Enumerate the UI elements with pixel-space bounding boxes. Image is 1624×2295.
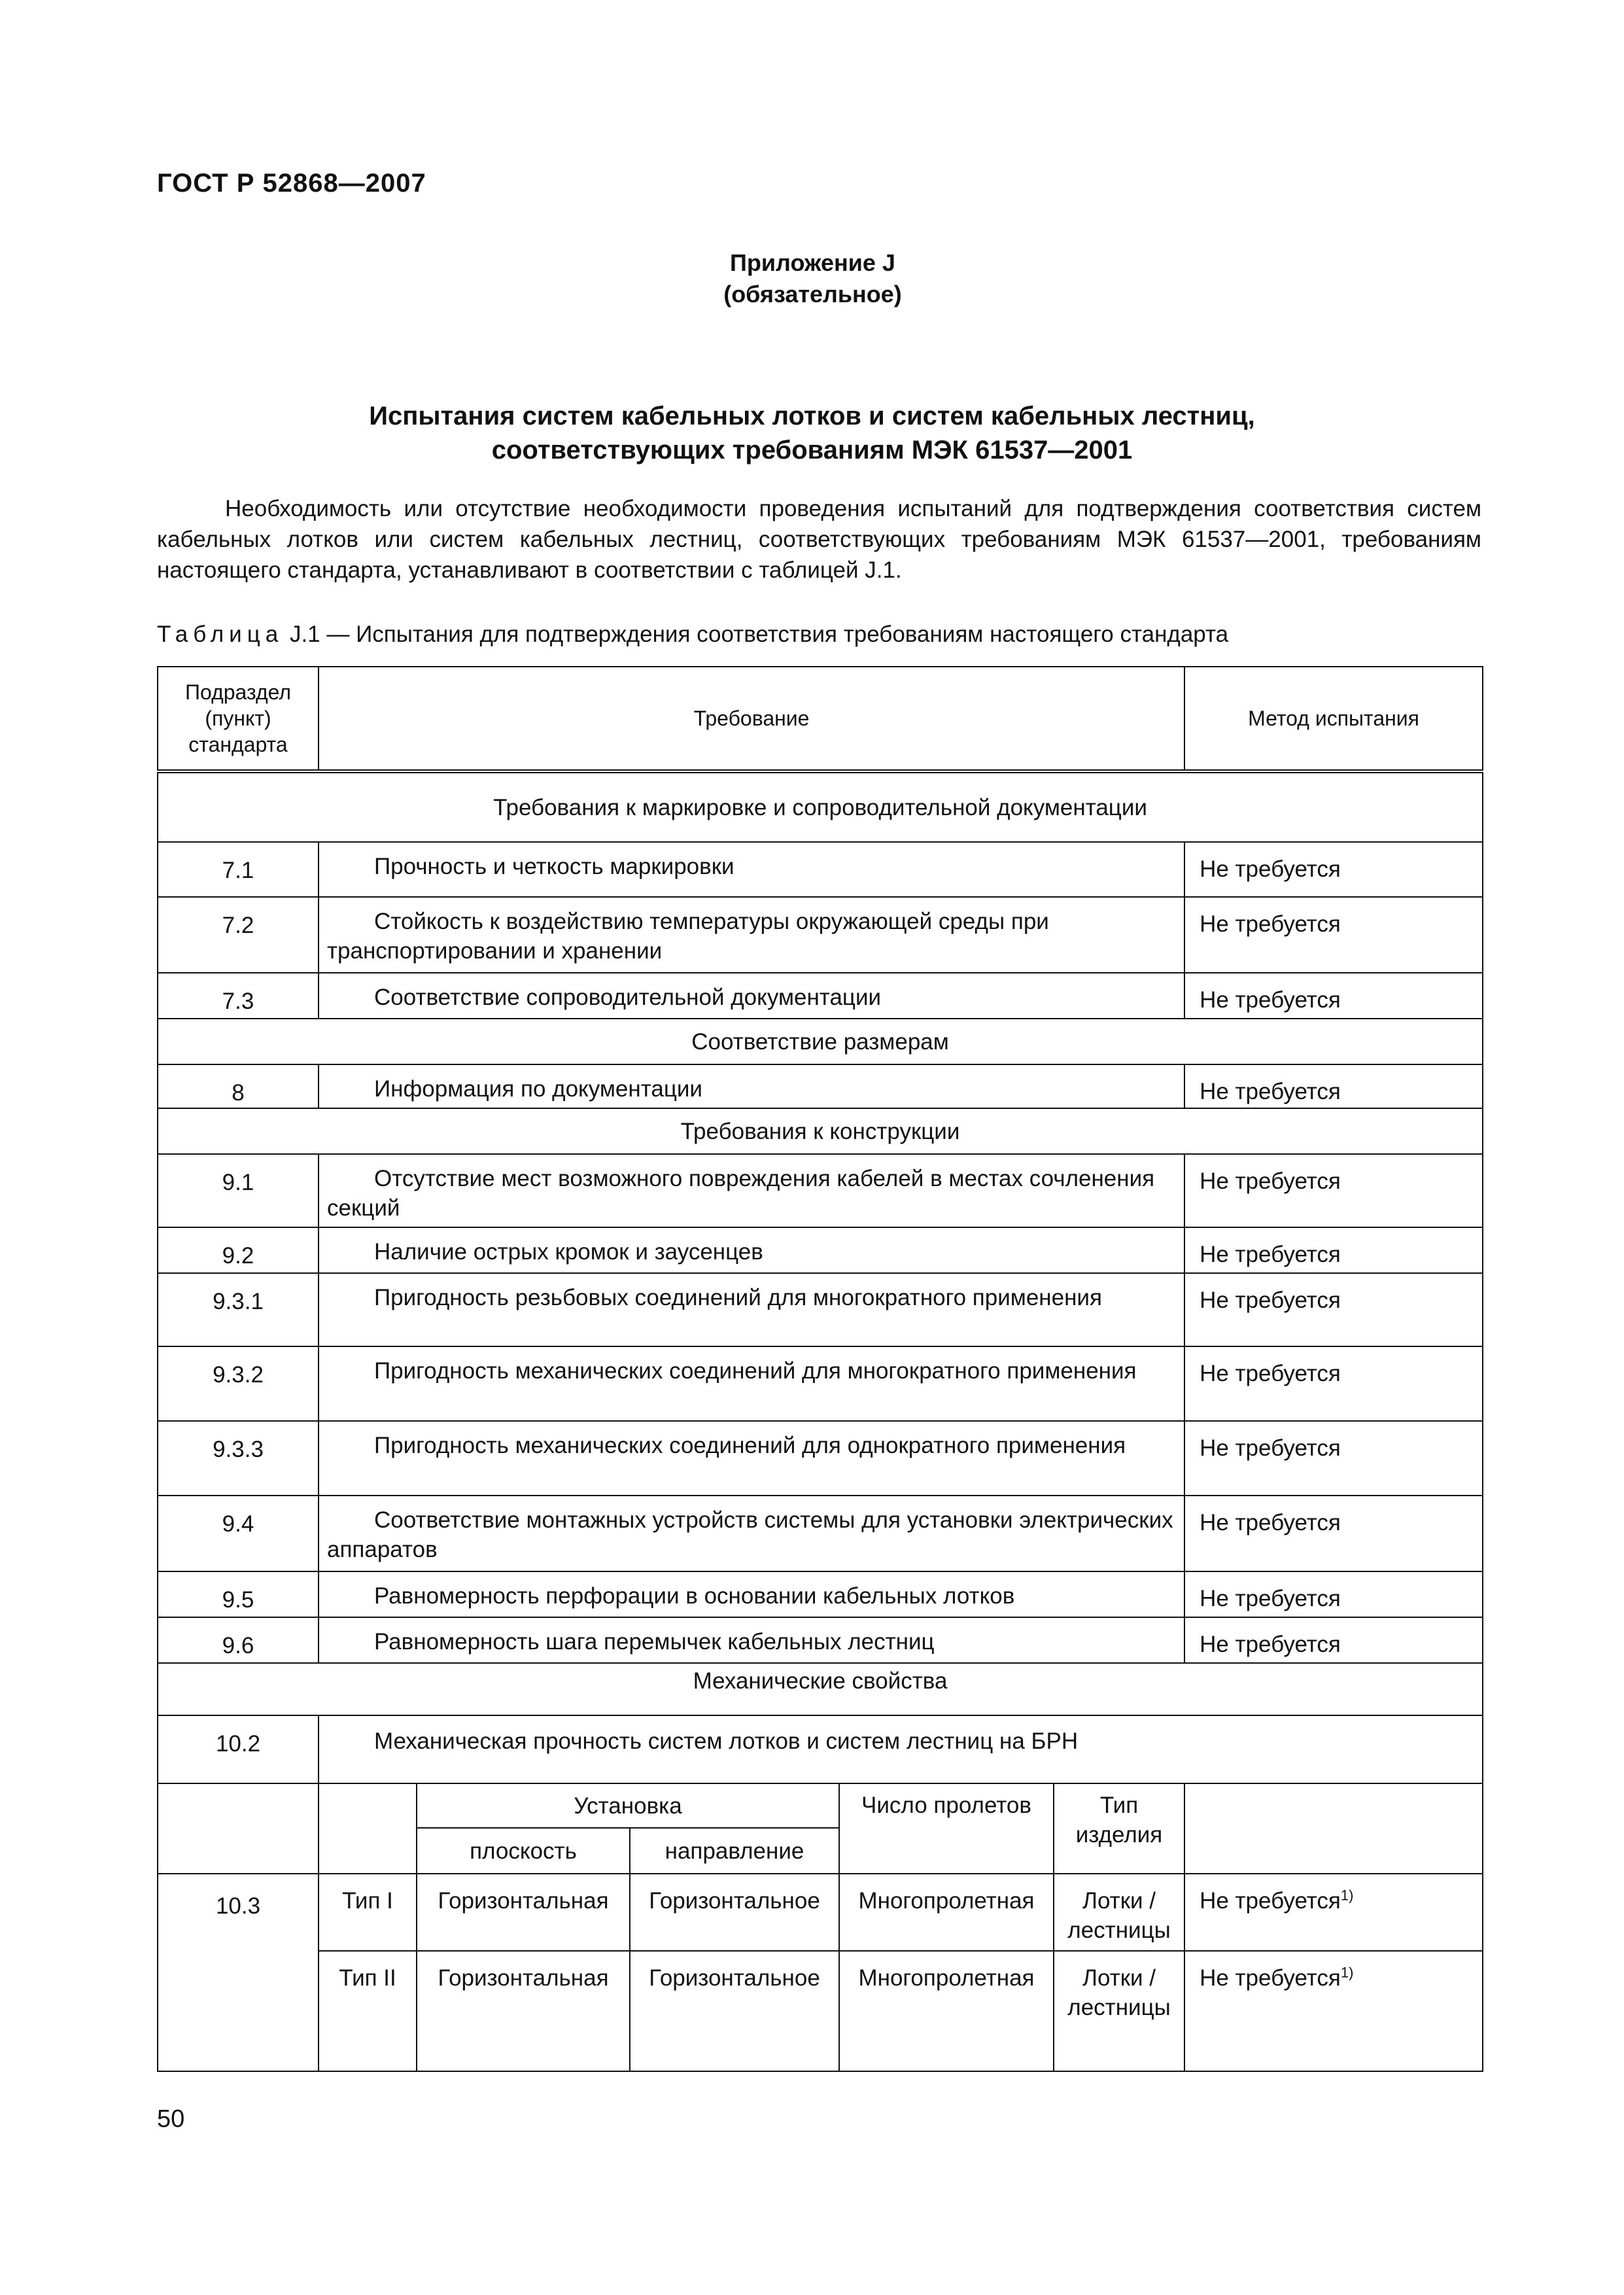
annex-status: (обязательное) [723, 281, 902, 307]
row-num: 9.3.1 [158, 1273, 319, 1346]
row-num: 9.2 [158, 1227, 319, 1273]
table-row [158, 1346, 1483, 1421]
row-method: Не требуется [1184, 1227, 1483, 1273]
row-requirement: Стойкость к воздействию температуры окружающей среды при транспортировании и хранении [319, 897, 1184, 973]
subheader-row [158, 1783, 1483, 1828]
table-header-row [158, 667, 1483, 771]
section-title-line-1: Испытания систем кабельных лотков и систем кабельных лестниц, [369, 402, 1255, 430]
annex-heading [0, 247, 1624, 310]
cell-method-text: Не требуется [1200, 1888, 1341, 1914]
table-caption-rest: J.1 — Испытания для подтверждения соответствия требованиям настоящего стандарта [283, 622, 1229, 647]
row-num: 7.1 [158, 842, 319, 897]
table-caption-prefix: Таблица [157, 622, 284, 647]
table-row [158, 1617, 1483, 1663]
row-num: 9.1 [158, 1154, 319, 1227]
row-requirement: Механическая прочность систем лотков и систем лестниц на БРН [319, 1715, 1483, 1783]
row-requirement: Пригодность механических соединений для однократного применения [319, 1421, 1184, 1496]
row-num: 9.3.3 [158, 1421, 319, 1496]
table-row [158, 1874, 1483, 1951]
row-num: 9.5 [158, 1571, 319, 1617]
footnote-mark: 1) [1340, 1887, 1354, 1904]
intro-paragraph [157, 493, 1481, 586]
row-requirement: Соответствие сопроводительной документации [319, 973, 1184, 1019]
header-method: Метод испытания [1184, 667, 1483, 771]
row-requirement: Наличие острых кромок и заусенцев [319, 1227, 1184, 1273]
row-requirement: Отсутствие мест возможного повреждения кабелей в местах сочленения секций [319, 1154, 1184, 1227]
section-title-line-2: соответствующих требованиям МЭК 61537—2001 [491, 436, 1133, 464]
cell-method [1184, 1874, 1483, 1951]
cell-type: Тип I [319, 1874, 417, 1951]
table-row [158, 1064, 1483, 1108]
row-method: Не требуется [1184, 973, 1483, 1019]
subheader-product-type: Тип изделия [1054, 1783, 1184, 1874]
row-method: Не требуется [1184, 1571, 1483, 1617]
subheader-spans: Число пролетов [839, 1783, 1054, 1874]
table-row [158, 842, 1483, 897]
row-method: Не требуется [1184, 842, 1483, 897]
cell-plane: Горизонтальная [417, 1951, 630, 2071]
row-requirement: Пригодность механических соединений для многократного применения [319, 1346, 1184, 1421]
row-requirement: Соответствие монтажных устройств системы для установки электрических аппаратов [319, 1496, 1184, 1571]
row-method: Не требуется [1184, 1154, 1483, 1227]
cell-spans: Многопролетная [839, 1951, 1054, 2071]
section-construction: Требования к конструкции [158, 1108, 1483, 1154]
section-title [0, 399, 1624, 467]
row-method: Не требуется [1184, 1496, 1483, 1571]
section-row [158, 771, 1483, 842]
table-caption [157, 622, 1228, 648]
intro-text: Необходимость или отсутствие необходимости проведения испытаний для подтверждения соответствия систем кабельных лотков или систем кабельных лестниц, соответствующих требованиям МЭК 61537—2001, требованиям настоящего стандарта, устанавливают в соответствии с таблицей J.1. [157, 496, 1481, 583]
subheader-empty [319, 1783, 417, 1874]
page-number: 50 [157, 2105, 185, 2133]
cell-product: Лотки / лестницы [1054, 1951, 1184, 2071]
row-num: 7.2 [158, 897, 319, 973]
section-marking: Требования к маркировке и сопроводительной документации [158, 771, 1483, 842]
table-row [158, 1715, 1483, 1783]
document-code: ГОСТ Р 52868—2007 [157, 169, 426, 198]
section-dimensions: Соответствие размерам [158, 1019, 1483, 1064]
section-row [158, 1108, 1483, 1154]
row-num: 9.4 [158, 1496, 319, 1571]
row-requirement: Информация по документации [319, 1064, 1184, 1108]
subheader-plane: плоскость [417, 1828, 630, 1874]
row-method: Не требуется [1184, 897, 1483, 973]
header-requirement: Требование [319, 667, 1184, 771]
row-method: Не требуется [1184, 1064, 1483, 1108]
subheader-direction: направление [630, 1828, 839, 1874]
row-requirement: Пригодность резьбовых соединений для многократного применения [319, 1273, 1184, 1346]
footnote-mark: 1) [1340, 1964, 1354, 1981]
annex-title: Приложение J [730, 249, 895, 276]
subheader-empty [158, 1783, 319, 1874]
row-requirement: Равномерность перфорации в основании кабельных лотков [319, 1571, 1184, 1617]
header-subsection: Подраздел (пункт) стандарта [158, 667, 319, 771]
row-num: 10.3 [158, 1874, 319, 2071]
cell-type: Тип II [319, 1951, 417, 2071]
table-row [158, 1273, 1483, 1346]
row-method: Не требуется [1184, 1346, 1483, 1421]
row-num: 9.6 [158, 1617, 319, 1663]
requirements-table [157, 666, 1483, 2072]
table-row [158, 1421, 1483, 1496]
row-method: Не требуется [1184, 1617, 1483, 1663]
row-num: 9.3.2 [158, 1346, 319, 1421]
table-row [158, 973, 1483, 1019]
section-row [158, 1663, 1483, 1715]
row-method: Не требуется [1184, 1421, 1483, 1496]
cell-plane: Горизонтальная [417, 1874, 630, 1951]
table-row [158, 1496, 1483, 1571]
subheader-empty [1184, 1783, 1483, 1874]
subheader-installation: Установка [417, 1783, 839, 1828]
row-num: 7.3 [158, 973, 319, 1019]
cell-spans: Многопролетная [839, 1874, 1054, 1951]
table-row [158, 897, 1483, 973]
table-row [158, 1571, 1483, 1617]
cell-product: Лотки / лестницы [1054, 1874, 1184, 1951]
table-row [158, 1227, 1483, 1273]
section-mechanical: Механические свойства [158, 1663, 1483, 1715]
table-row [158, 1951, 1483, 2071]
cell-direction: Горизонтальное [630, 1874, 839, 1951]
row-num: 10.2 [158, 1715, 319, 1783]
cell-method [1184, 1951, 1483, 2071]
row-num: 8 [158, 1064, 319, 1108]
table-row [158, 1154, 1483, 1227]
cell-direction: Горизонтальное [630, 1951, 839, 2071]
cell-method-text: Не требуется [1200, 1965, 1341, 1991]
row-method: Не требуется [1184, 1273, 1483, 1346]
section-row [158, 1019, 1483, 1064]
row-requirement: Равномерность шага перемычек кабельных лестниц [319, 1617, 1184, 1663]
row-requirement: Прочность и четкость маркировки [319, 842, 1184, 897]
